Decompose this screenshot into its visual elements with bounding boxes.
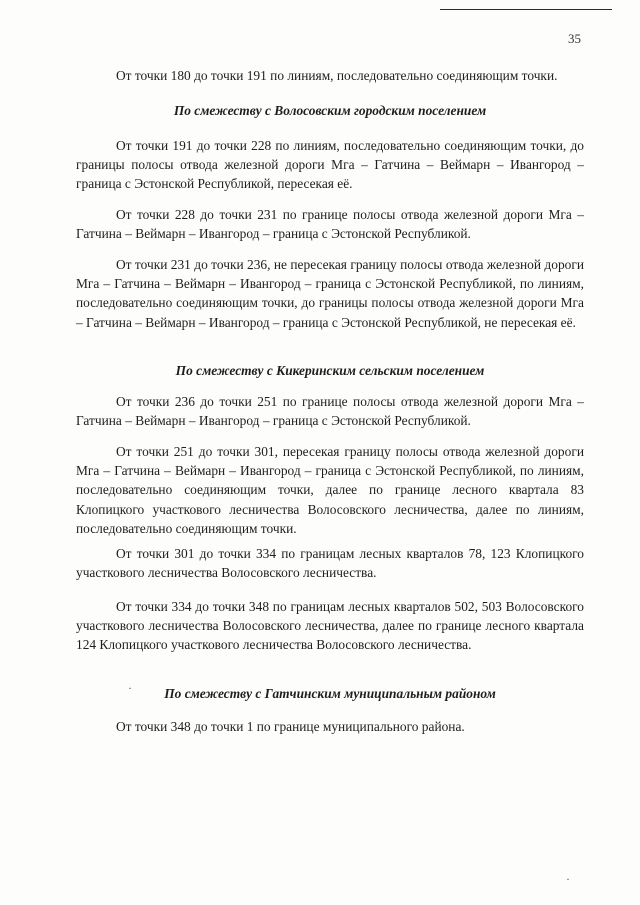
paragraph-1: От точки 180 до точки 191 по линиям, последовательно соединяющим точки. <box>116 68 558 83</box>
page-number: 35 <box>568 31 581 46</box>
paragraph-6: От точки 251 до точки 301, пересекая границу полосы отвода железной дороги Мга – Гатчина – Веймарн – Ивангород – граница с Эстонской Республикой, по линиям, последовательно соединяющим точки, далее по границе лесного квартала 83 Клопицкого участкового лесничества Волосовского лесничества, далее по линиям, последовательно соединяющим точки. <box>76 444 584 536</box>
top-rule <box>440 9 612 10</box>
paragraph-8: От точки 334 до точки 348 по границам лесных кварталов 502, 503 Волосовского участкового лесничества Волосовского лесничества, далее по границе лесного квартала 124 Клопицкого участкового лесничества Волосовского лесничества. <box>76 599 584 653</box>
section-heading-volosovo: По смежеству с Волосовским городским поселением <box>173 103 487 118</box>
section-heading-kikerino: По смежеству с Кикеринским сельским поселением <box>175 363 485 378</box>
paragraph-5: От точки 236 до точки 251 по границе полосы отвода железной дороги Мга – Гатчина – Веймарн – Ивангород – граница с Эстонской Республикой. <box>76 394 584 429</box>
paragraph-7: От точки 301 до точки 334 по границам лесных кварталов 78, 123 Клопицкого участкового лесничества Волосовского лесничества. <box>76 546 584 581</box>
section-heading-gatchina: По смежеству с Гатчинским муниципальным районом <box>164 686 496 701</box>
paragraph-2: От точки 191 до точки 228 по линиям, последовательно соединяющим точки, до границы полосы отвода железной дороги Мга – Гатчина – Веймарн – Ивангород – граница с Эстонской Республикой, пересекая её. <box>76 138 584 192</box>
paragraph-4: От точки 231 до точки 236, не пересекая границу полосы отвода железной дороги Мга – Гатчина – Веймарн – Ивангород – граница с Эстонской Республикой, по линиям, последовательно соединяющим точки, до границы полосы отвода железной дороги Мга – Гатчина – Веймарн – Ивангород – граница с Эстонской Республикой, не пересекая её. <box>76 257 584 330</box>
scan-speck: · <box>566 872 570 886</box>
paragraph-3: От точки 228 до точки 231 по границе полосы отвода железной дороги Мга – Гатчина – Веймарн – Ивангород – граница с Эстонской Республикой. <box>76 207 584 242</box>
scan-speck: · <box>128 681 132 695</box>
paragraph-9: От точки 348 до точки 1 по границе муниципального района. <box>116 719 465 734</box>
